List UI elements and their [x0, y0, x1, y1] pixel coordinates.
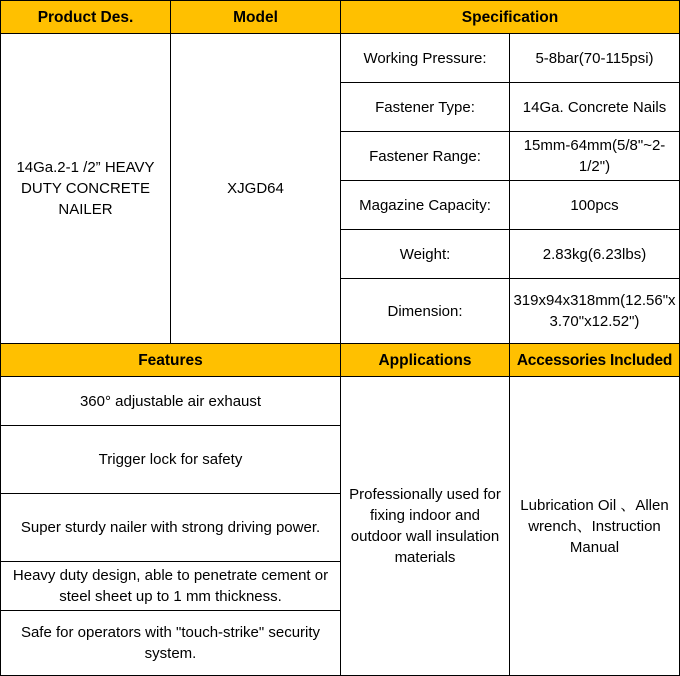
spec-label: Working Pressure:	[341, 34, 510, 83]
feature-item: Safe for operators with "touch-strike" security system.	[1, 611, 341, 676]
spec-label: Fastener Range:	[341, 132, 510, 181]
feature-row	[1, 377, 680, 426]
spec-label: Weight:	[341, 230, 510, 279]
spec-row	[1, 34, 680, 83]
spec-label: Magazine Capacity:	[341, 181, 510, 230]
feature-item: Heavy duty design, able to penetrate cement or steel sheet up to 1 mm thickness.	[1, 562, 341, 611]
specification-header: Specification	[341, 1, 680, 34]
feature-item: 360° adjustable air exhaust	[1, 377, 341, 426]
product-model: XJGD64	[171, 34, 341, 344]
accessories-header: Accessories Included	[510, 344, 680, 377]
product-description: 14Ga.2-1 /2” HEAVY DUTY CONCRETE NAILER	[1, 34, 171, 344]
spec-label: Dimension:	[341, 279, 510, 344]
spec-value: 100pcs	[510, 181, 680, 230]
spec-value: 5-8bar(70-115psi)	[510, 34, 680, 83]
features-header: Features	[1, 344, 341, 377]
product-des-header: Product Des.	[1, 1, 171, 34]
subheader-row	[1, 344, 680, 377]
spec-value: 15mm-64mm(5/8"~2-1/2")	[510, 132, 680, 181]
spec-value: 319x94x318mm(12.56"x3.70"x12.52")	[510, 279, 680, 344]
spec-value: 14Ga. Concrete Nails	[510, 83, 680, 132]
feature-item: Super sturdy nailer with strong driving power.	[1, 494, 341, 562]
applications-text: Professionally used for fixing indoor and outdoor wall insulation materials	[341, 377, 510, 676]
applications-header: Applications	[341, 344, 510, 377]
feature-item: Trigger lock for safety	[1, 426, 341, 494]
accessories-text: Lubrication Oil 、Allen wrench、Instruction Manual	[510, 377, 680, 676]
model-header: Model	[171, 1, 341, 34]
spec-value: 2.83kg(6.23lbs)	[510, 230, 680, 279]
spec-label: Fastener Type:	[341, 83, 510, 132]
header-row	[1, 1, 680, 34]
